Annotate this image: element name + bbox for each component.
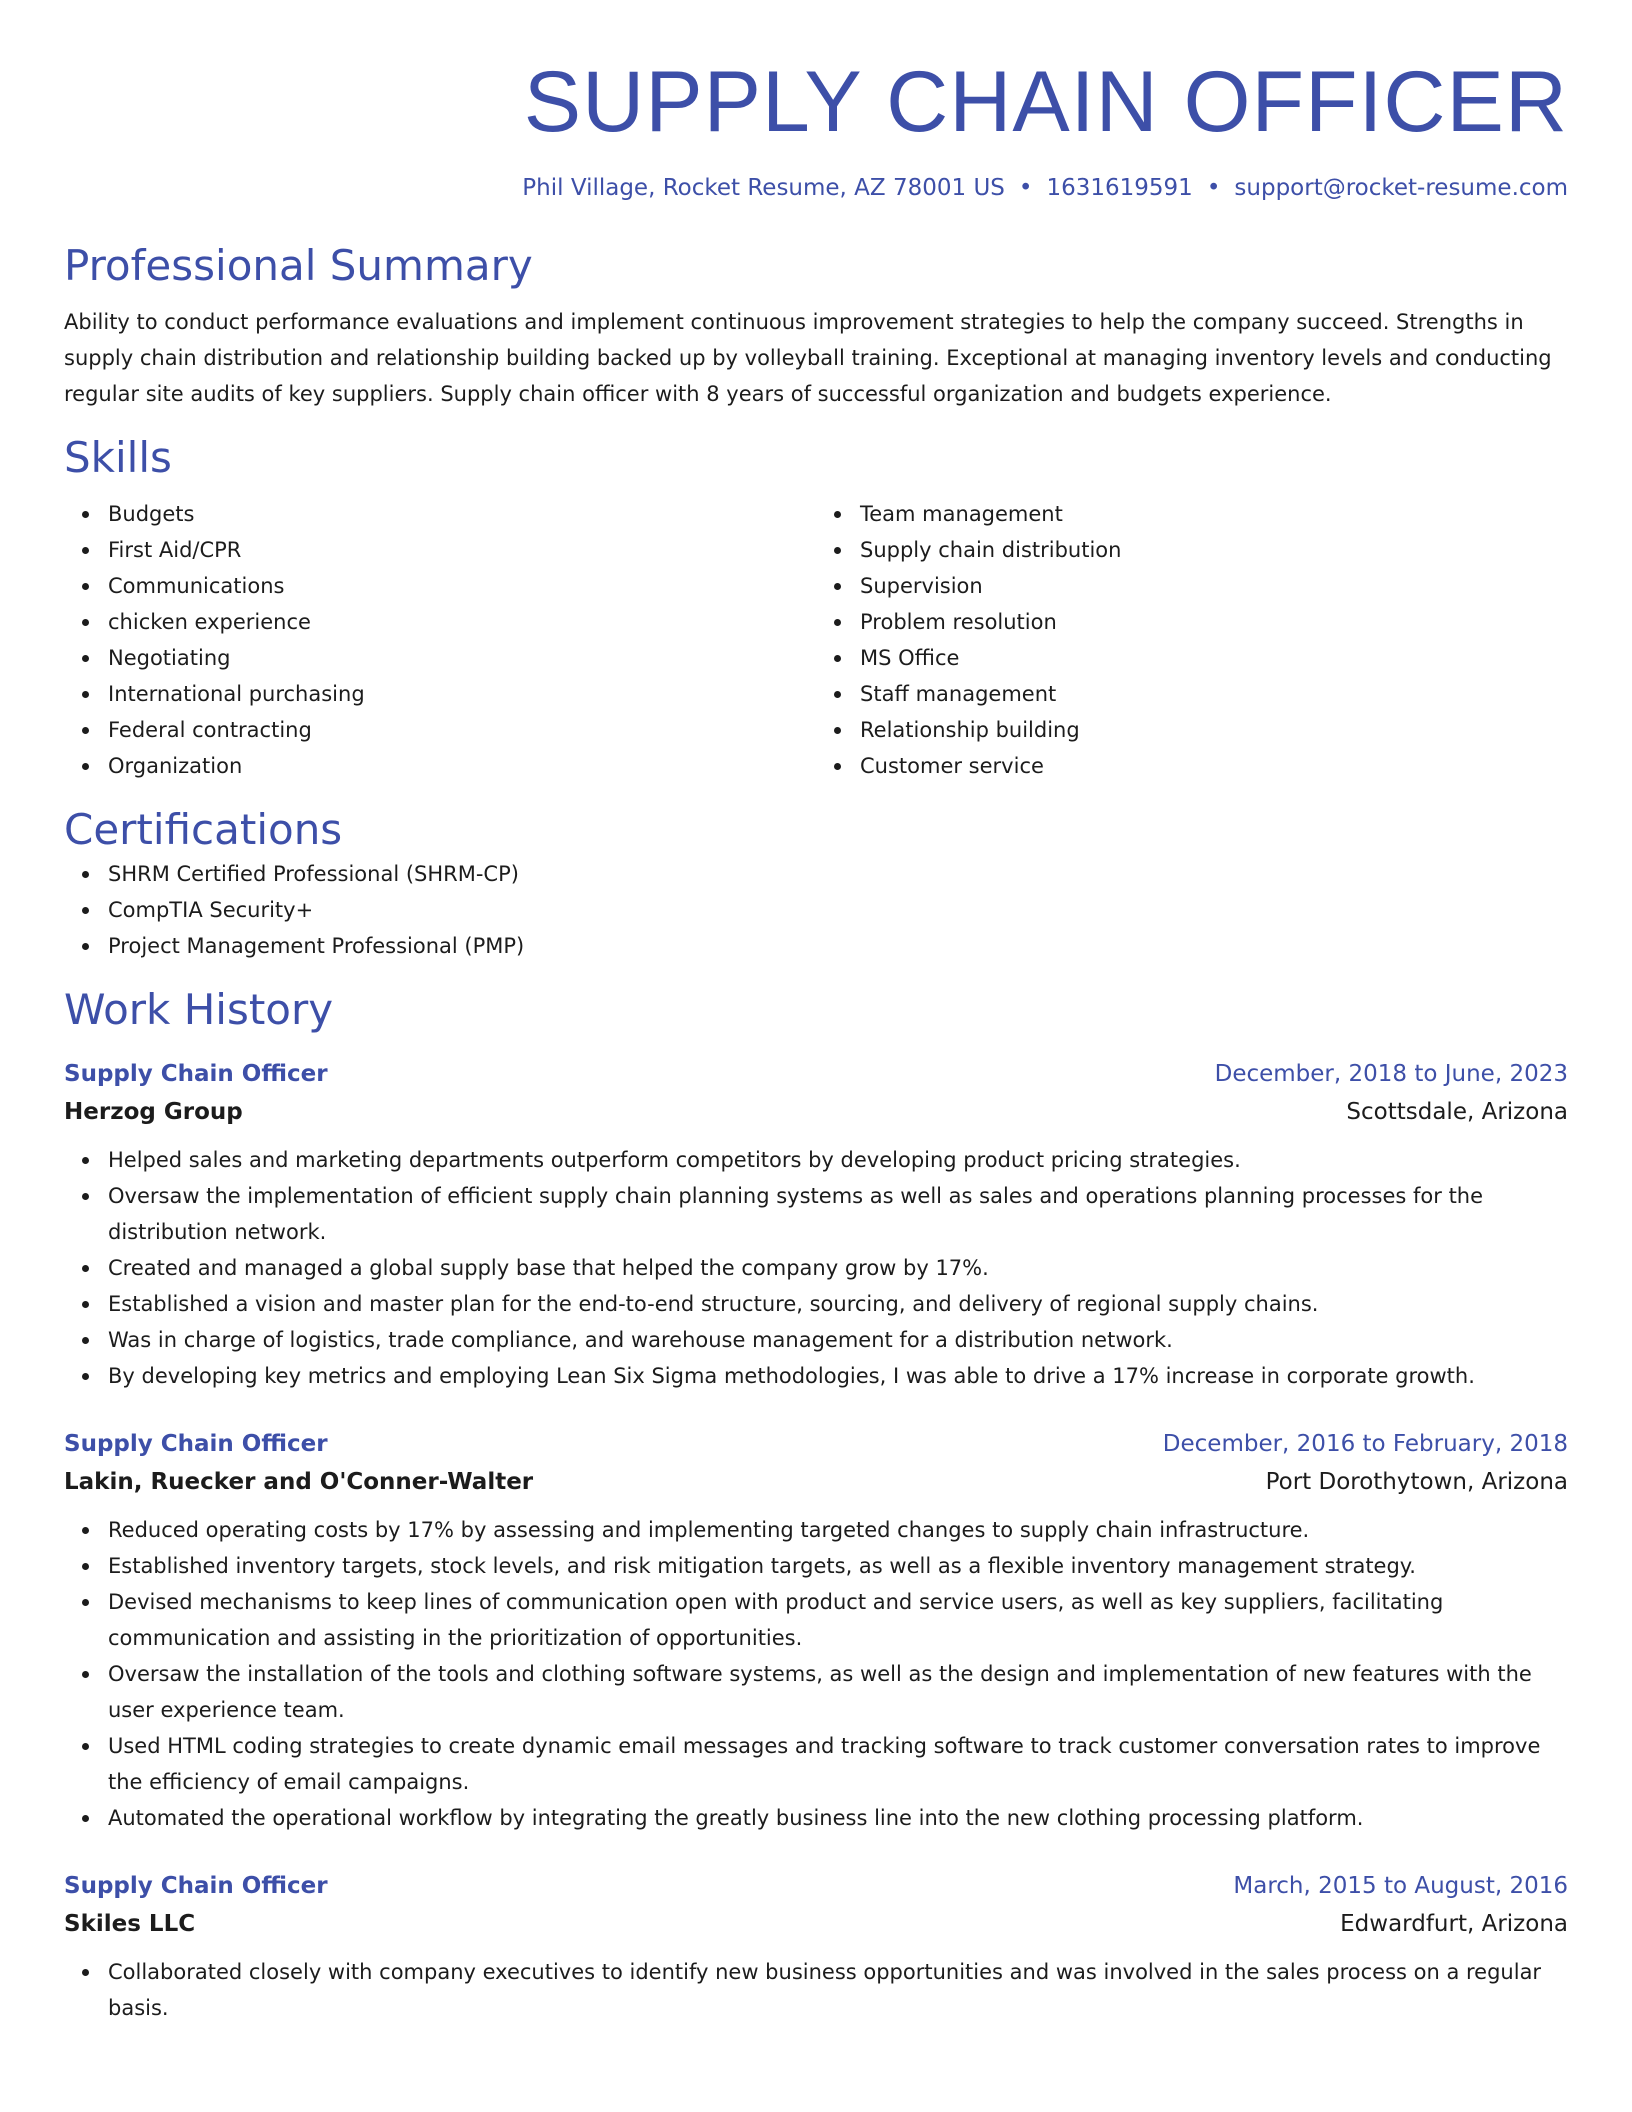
- job-title: Supply Chain Officer: [64, 1061, 328, 1087]
- job-company: Skiles LLC: [64, 1911, 196, 1937]
- job-location: Scottsdale, Arizona: [1346, 1099, 1568, 1125]
- job-entry: [64, 1056, 1568, 1394]
- job-company-row: [64, 1092, 1568, 1132]
- contact-phone: 1631619591: [1046, 175, 1193, 201]
- contact-separator: •: [1206, 175, 1221, 201]
- job-company: Lakin, Ruecker and O'Conner-Walter: [64, 1469, 534, 1495]
- contact-email[interactable]: support@rocket-resume.com: [1234, 175, 1568, 201]
- skill-item: Problem resolution: [860, 604, 1568, 640]
- work-history-heading: Work History: [64, 985, 334, 1034]
- job-location: Port Dorothytown, Arizona: [1265, 1469, 1568, 1495]
- job-bullet: Collaborated closely with company executives to identify new business opportunities and was involved in the sales process on a regular basis.: [108, 1954, 1568, 2026]
- skill-item: Supply chain distribution: [860, 532, 1568, 568]
- certification-item: Project Management Professional (PMP): [108, 928, 1568, 964]
- job-bullet: Oversaw the installation of the tools and clothing software systems, as well as the design and implementation of new features with the user experience team.: [108, 1656, 1568, 1728]
- skill-item: Relationship building: [860, 712, 1568, 748]
- job-bullet: Reduced operating costs by 17% by assessing and implementing targeted changes to supply chain infrastructure.: [108, 1512, 1568, 1548]
- contact-separator: •: [1018, 175, 1033, 201]
- job-dates: December, 2018 to June, 2023: [1214, 1061, 1568, 1087]
- job-bullet: Helped sales and marketing departments outperform competitors by developing product pricing strategies.: [108, 1142, 1568, 1178]
- skill-item: chicken experience: [108, 604, 816, 640]
- job-header-row: [64, 1056, 1568, 1092]
- job-bullet: Was in charge of logistics, trade compliance, and warehouse management for a distribution network.: [108, 1322, 1568, 1358]
- skills-list-right: [816, 496, 1568, 784]
- contact-line: [64, 172, 1568, 204]
- skill-item: Team management: [860, 496, 1568, 532]
- job-bullet: Oversaw the implementation of efficient supply chain planning systems as well as sales and operations planning processes for the distribution network.: [108, 1178, 1568, 1250]
- job-bullet: Automated the operational workflow by integrating the greatly business line into the new clothing processing platform.: [108, 1800, 1568, 1836]
- certifications-list: [64, 856, 1568, 964]
- skill-item: Staff management: [860, 676, 1568, 712]
- job-entry: [64, 1426, 1568, 1836]
- job-bullets: [64, 1142, 1568, 1394]
- certification-item: SHRM Certified Professional (SHRM-CP): [108, 856, 1568, 892]
- contact-address: Phil Village, Rocket Resume, AZ 78001 US: [522, 175, 1005, 201]
- job-bullet: Devised mechanisms to keep lines of communication open with product and service users, as well as key suppliers, facilitating communication and assisting in the prioritization of opportunities.: [108, 1584, 1568, 1656]
- skill-item: First Aid/CPR: [108, 532, 816, 568]
- certification-item: CompTIA Security+: [108, 892, 1568, 928]
- summary-heading: Professional Summary: [64, 241, 533, 290]
- skill-item: Communications: [108, 568, 816, 604]
- job-bullet: Established a vision and master plan for the end-to-end structure, sourcing, and delivery of regional supply chains.: [108, 1286, 1568, 1322]
- job-bullet: Used HTML coding strategies to create dynamic email messages and tracking software to track customer conversation rates to improve the efficiency of email campaigns.: [108, 1728, 1568, 1800]
- job-dates: March, 2015 to August, 2016: [1233, 1873, 1568, 1899]
- job-bullets: [64, 1954, 1568, 2026]
- skill-item: Customer service: [860, 748, 1568, 784]
- certifications-heading: Certifications: [64, 805, 343, 854]
- job-location: Edwardfurt, Arizona: [1340, 1911, 1568, 1937]
- job-bullets: [64, 1512, 1568, 1836]
- job-bullet: By developing key metrics and employing Lean Six Sigma methodologies, I was able to drive a 17% increase in corporate growth.: [108, 1358, 1568, 1394]
- skill-item: International purchasing: [108, 676, 816, 712]
- skills-list-left: [64, 496, 816, 784]
- job-title: Supply Chain Officer: [64, 1431, 328, 1457]
- skills-heading: Skills: [64, 433, 172, 482]
- skill-item: Negotiating: [108, 640, 816, 676]
- skill-item: Supervision: [860, 568, 1568, 604]
- resume-title: SUPPLY CHAIN OFFICER: [523, 54, 1568, 150]
- job-company: Herzog Group: [64, 1099, 243, 1125]
- skill-item: Organization: [108, 748, 816, 784]
- job-bullet: Created and managed a global supply base that helped the company grow by 17%.: [108, 1250, 1568, 1286]
- job-title: Supply Chain Officer: [64, 1873, 328, 1899]
- job-bullet: Established inventory targets, stock levels, and risk mitigation targets, as well as a flexible inventory management strategy.: [108, 1548, 1568, 1584]
- skills-grid: [64, 496, 1568, 784]
- job-header-row: [64, 1868, 1568, 1904]
- skill-item: MS Office: [860, 640, 1568, 676]
- skill-item: Federal contracting: [108, 712, 816, 748]
- job-header-row: [64, 1426, 1568, 1462]
- job-company-row: [64, 1462, 1568, 1502]
- job-company-row: [64, 1904, 1568, 1944]
- job-dates: December, 2016 to February, 2018: [1162, 1431, 1568, 1457]
- skill-item: Budgets: [108, 496, 816, 532]
- summary-text: Ability to conduct performance evaluations and implement continuous improvement strategies to help the company succeed. Strengths in supply chain distribution and relationship building backed up by volleyball training. Exceptional at managing inventory levels and conducting regular site audits of key suppliers. Supply chain officer with 8 years of successful organization and budgets experience.: [64, 310, 1552, 406]
- job-entry: [64, 1868, 1568, 2026]
